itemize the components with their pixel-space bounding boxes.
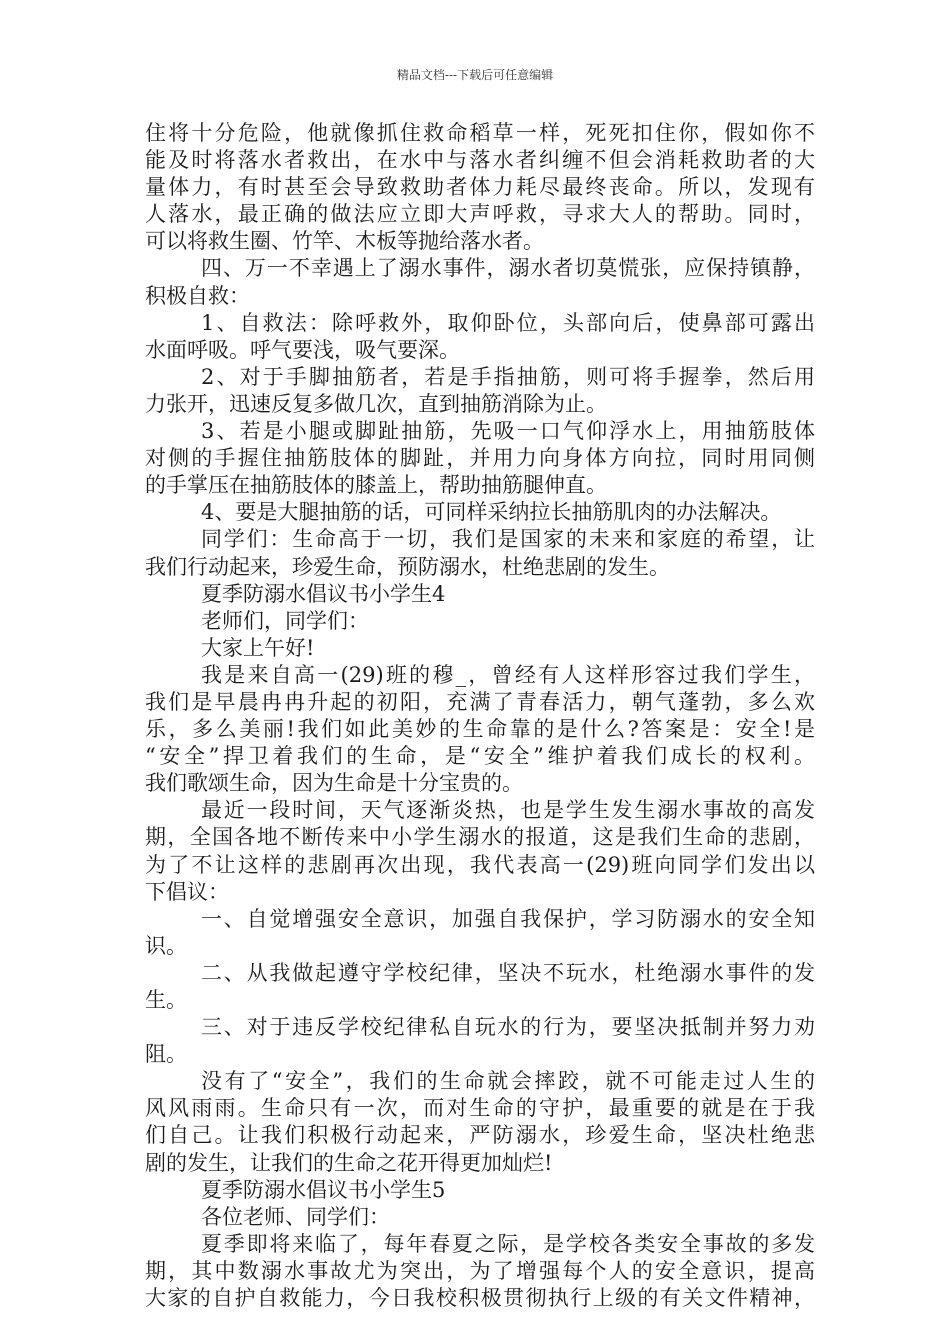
text-line: 能及时将落水者救出，在水中与落水者纠缠不但会消耗救助者的大 (145, 148, 815, 173)
text-line: 期，全国各地不断传来中小学生溺水的报道，这是我们生命的悲剧， (145, 825, 815, 850)
text-line: 乐，多么美丽!我们如此美妙的生命靠的是什么?答案是：安全!是 (145, 717, 815, 742)
text-line: 一、自觉增强安全意识，加强自我保护，学习防溺水的安全知 (201, 906, 815, 931)
text-line: 三、对于违反学校纪律私自玩水的行为，要坚决抵制并努力劝 (201, 1015, 815, 1040)
document-body (145, 120, 815, 1312)
text-line: 我们行动起来，珍爱生命，预防溺水，杜绝悲剧的发生。 (145, 554, 670, 579)
text-line: 为了不让这样的悲剧再次出现，我代表高一(29)班向同学们发出以 (145, 852, 815, 877)
text-line: 老师们，同学们： (201, 608, 369, 633)
text-line: 我是来自高一(29)班的穆_，曾经有人这样形容过我们学生， (201, 662, 815, 687)
text-line: 3、若是小腿或脚趾抽筋，先吸一口气仰浮水上，用抽筋肢体 (201, 419, 815, 444)
text-line: 人落水，最正确的做法应立即大声呼救，寻求大人的帮助。同时， (145, 202, 815, 227)
text-line: 住将十分危险，他就像抓住救命稻草一样，死死扣住你，假如你不 (145, 121, 815, 145)
text-line: 水面呼吸。呼气要浅，吸气要深。 (145, 337, 460, 362)
text-line: 夏季防溺水倡议书小学生4 (201, 581, 446, 606)
text-line: 四、万一不幸遇上了溺水事件，溺水者切莫慌张，应保持镇静， (201, 256, 815, 281)
page-header: 精品文档---下载后可任意编辑 (396, 68, 554, 82)
text-line: 剧的发生，让我们的生命之花开得更加灿烂! (145, 1150, 553, 1175)
text-line: 积极自救： (145, 283, 250, 308)
text-line: 没有了“安全”，我们的生命就会摔跤，就不可能走过人生的 (201, 1069, 815, 1094)
text-line: 期，其中数溺水事故尤为突出，为了增强每个人的安全意识，提高 (145, 1258, 815, 1283)
text-line: 夏季防溺水倡议书小学生5 (201, 1177, 446, 1202)
text-line: 可以将救生圈、竹竿、木板等抛给落水者。 (145, 229, 544, 254)
text-line: 同学们：生命高于一切，我们是国家的未来和家庭的希望，让 (201, 527, 815, 552)
text-line: 2、对于手脚抽筋者，若是手指抽筋，则可将手握拳，然后用 (201, 364, 815, 389)
text-line: 4、要是大腿抽筋的话，可同样采纳拉长抽筋肌肉的办法解决。 (201, 500, 782, 525)
text-line: 风风雨雨。生命只有一次，而对生命的守护，最重要的就是在于我 (145, 1096, 815, 1121)
text-line: 二、从我做起遵守学校纪律，坚决不玩水，杜绝溺水事件的发 (201, 960, 815, 985)
text-line: 大家上午好! (201, 635, 315, 660)
text-line: 下倡议： (145, 879, 229, 904)
text-line: 们自己。让我们积极行动起来，严防溺水，珍爱生命，坚决杜绝悲 (145, 1123, 815, 1148)
text-line: 1、自救法：除呼救外，取仰卧位，头部向后，使鼻部可露出 (201, 310, 815, 335)
text-line: 大家的自护自救能力，今日我校积极贯彻执行上级的有关文件精神， (145, 1286, 815, 1311)
text-line: 最近一段时间，天气逐渐炎热，也是学生发生溺水事故的高发 (201, 798, 815, 823)
text-line: 力张开，迅速反复多做几次，直到抽筋消除为止。 (145, 391, 607, 416)
text-line: “安全”捍卫着我们的生命，是“安全”维护着我们成长的权利。 (145, 744, 815, 769)
text-line: 我们是早晨冉冉升起的初阳，充满了青春活力，朝气蓬勃，多么欢 (145, 689, 815, 714)
text-line: 量体力，有时甚至会导致救助者体力耗尽最终丧命。所以，发现有 (145, 175, 815, 200)
text-line: 各位老师、同学们： (201, 1204, 390, 1229)
text-line: 生。 (145, 988, 187, 1012)
text-line: 阻。 (145, 1042, 187, 1067)
text-line: 对侧的手握住抽筋肢体的脚趾，并用力向身体方向拉，同时用同侧 (145, 446, 815, 471)
text-line: 的手掌压在抽筋肢体的膝盖上，帮助抽筋腿伸直。 (145, 473, 607, 498)
text-line: 夏季即将来临了，每年春夏之际，是学校各类安全事故的多发 (201, 1231, 815, 1256)
text-line: 我们歌颂生命，因为生命是十分宝贵的。 (145, 771, 523, 796)
text-line: 识。 (145, 933, 187, 958)
